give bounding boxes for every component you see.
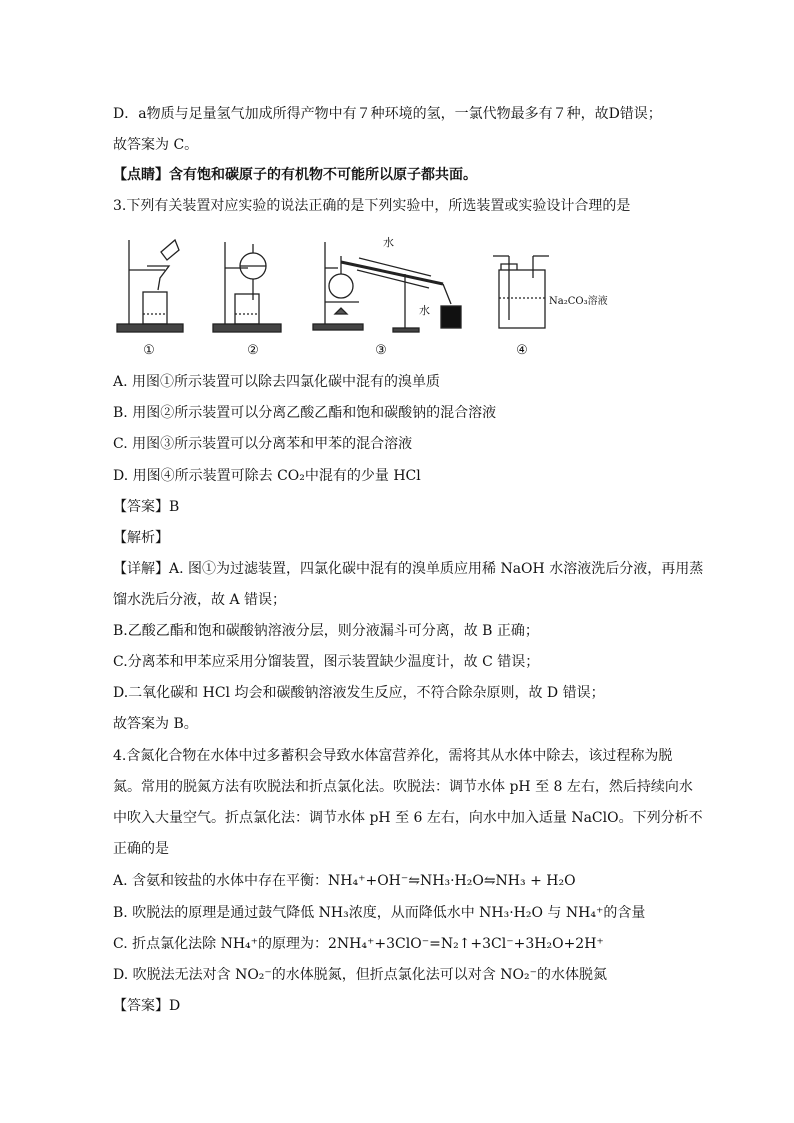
- q3-option-b: B. 用图②所示装置可以分离乙酸乙酯和饱和碳酸钠的混合溶液: [113, 405, 497, 421]
- q3-explanation-6: 故答案为 B。: [113, 716, 198, 732]
- q3-option-a: A. 用图①所示装置可以除去四氯化碳中混有的溴单质: [113, 374, 441, 390]
- line-d-option: D．a物质与足量氢气加成所得产物中有７种环境的氢，一氯代物最多有７种，故D错误；: [113, 106, 662, 122]
- line-tip: 【点睛】含有饱和碳原子的有机物不可能所以原子都共面。: [113, 167, 477, 183]
- apparatus-figure: [113, 228, 623, 363]
- apparatus-2-separatory-funnel: [213, 242, 281, 332]
- q3-explanation-1: 【详解】A. 图①为过滤装置，四氯化碳中混有的溴单质应用稀 NaOH 水溶液洗后分液，再用蒸: [113, 561, 704, 577]
- question-4-stem-1: 4.含氮化合物在水体中过多蓄积会导致水体富营养化，需将其从水体中除去，该过程称为脱: [113, 748, 673, 764]
- q4-option-b: B. 吹脱法的原理是通过鼓气降低 NH₃浓度，从而降低水中 NH₃·H₂O 与 NH₄⁺的含量: [113, 905, 646, 921]
- water-inlet-label-bottom: 水: [419, 304, 430, 317]
- solution-label: Na₂CO₃溶液: [549, 296, 608, 307]
- water-inlet-label-top: 水: [383, 236, 394, 249]
- q3-option-c: C. 用图③所示装置可以分离苯和甲苯的混合溶液: [113, 436, 413, 452]
- q4-answer: 【答案】D: [113, 998, 181, 1014]
- q3-explanation-5: D.二氧化碳和 HCl 均会和碳酸钠溶液发生反应，不符合除杂原则，故 D 错误；: [113, 685, 605, 701]
- q4-option-d: D. 吹脱法无法对含 NO₂⁻的水体脱氮，但折点氯化法可以对含 NO₂⁻的水体脱氮: [113, 967, 607, 983]
- apparatus-3-distillation: [313, 242, 461, 332]
- figure-label-4: ④: [516, 343, 528, 358]
- q4-option-c: C. 折点氯化法除 NH₄⁺的原理为：2NH₄⁺+3ClO⁻=N₂↑+3Cl⁻+3H₂O+2H⁺: [113, 936, 604, 952]
- question-3-stem: 3.下列有关装置对应实验的说法正确的是下列实验中，所选装置或实验设计合理的是: [113, 198, 631, 214]
- q3-option-d: D. 用图④所示装置可除去 CO₂中混有的少量 HCl: [113, 468, 421, 484]
- q3-answer: 【答案】B: [113, 499, 180, 515]
- apparatus-4-gas-washing-bottle: [493, 256, 549, 328]
- question-4-stem-2: 氮。常用的脱氮方法有吹脱法和折点氯化法。吹脱法：调节水体 pH 至 8 左右，然后持续向水: [113, 779, 693, 795]
- q4-option-a: A. 含氨和铵盐的水体中存在平衡：NH₄⁺+OH⁻⇋NH₃·H₂O⇋NH₃ + H₂O: [113, 873, 576, 889]
- figure-label-3: ③: [375, 343, 387, 358]
- question-4-stem-3: 中吹入大量空气。折点氯化法：调节水体 pH 至 6 左右，向水中加入适量 NaClO。下列分析不: [113, 810, 703, 826]
- apparatus-1-filtration: [117, 240, 183, 332]
- line-answer-c: 故答案为 C。: [113, 137, 199, 153]
- q3-analysis-title: 【解析】: [113, 530, 169, 546]
- question-4-stem-4: 正确的是: [113, 841, 169, 857]
- q3-explanation-4: C.分离苯和甲苯应采用分馏装置，图示装置缺少温度计，故 C 错误；: [113, 654, 540, 670]
- figure-label-2: ②: [247, 343, 259, 358]
- q3-explanation-3: B.乙酸乙酯和饱和碳酸钠溶液分层，则分液漏斗可分离，故 B 正确；: [113, 623, 539, 639]
- q3-explanation-2: 馏水洗后分液，故 A 错误；: [113, 592, 287, 608]
- figure-label-1: ①: [143, 343, 155, 358]
